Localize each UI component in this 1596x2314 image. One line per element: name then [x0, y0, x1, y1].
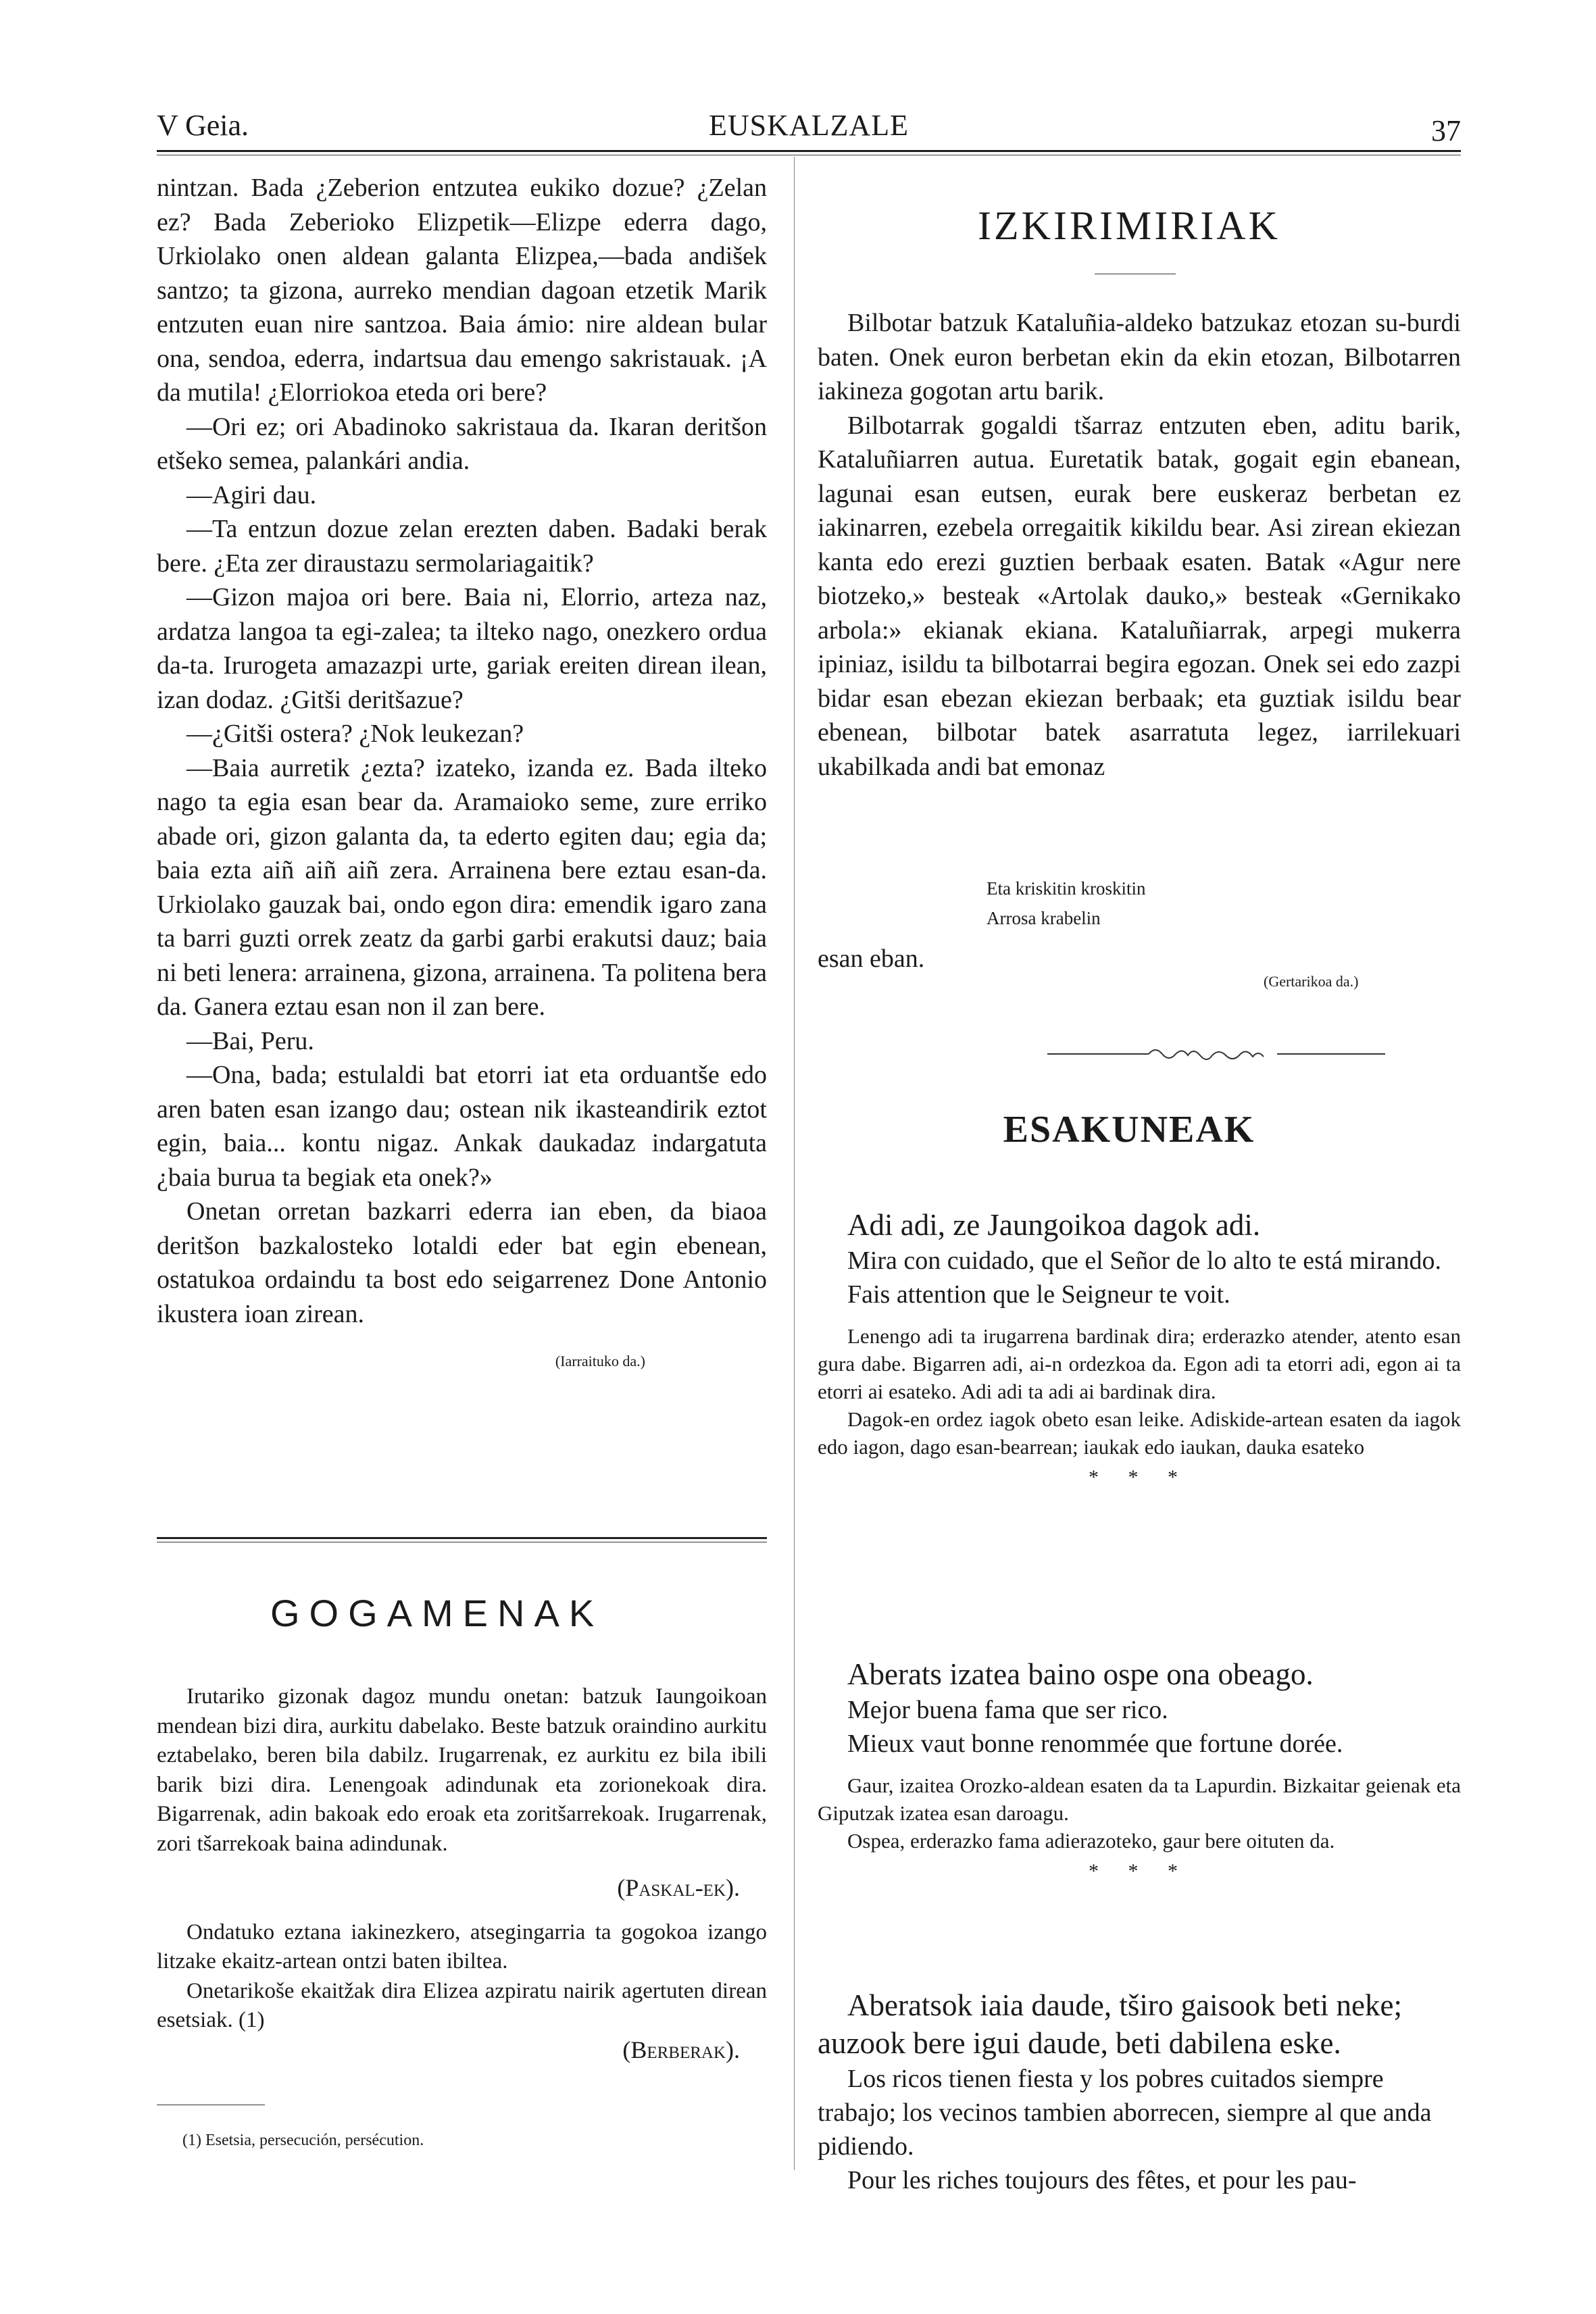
paragraph: —Bai, Peru. — [186, 1026, 314, 1055]
journal-title: EUSKALZALE — [709, 109, 909, 142]
left-column-story — [157, 171, 767, 1372]
closing-line: esan eban. — [818, 945, 925, 973]
header-rule — [157, 150, 1461, 152]
esakuneak-title: ESAKUNEAK — [1003, 1109, 1255, 1151]
paragraph: —Baia aurretik ¿ezta? izateko, izanda ez. Bada ilteko nago ta egia esan bear da. Aramaioko seme, zure erriko abade ori, gizon galanta da, ta ederto egiten dau; egia da; baia ezta aiñ aiñ aiñ zera. Arrainena bere eztau esan-da. Urkiolako gauzak bai, ondo egon dira: emendik igaro zana ta barri guzti orrek zeatz da garbi garbi erakutsi dauz; baia ni beti lenera: arrainena, gizona, arrainena. Ta politena bera da. Ganera eztau esan non il zan bere. — [157, 753, 767, 1021]
paragraph: —¿Gitši ostera? ¿Nok leukezan? — [186, 720, 524, 748]
paragraph: Onetarikoše ekaitžak dira Elizea azpiratu nairik agertuten direan esetsiak. (1) — [157, 1978, 767, 2032]
paragraph: —Gizon majoa ori bere. Baia ni, Elorrio, arteza naz, ardatza langoa ta egi-zalea; ta ilteko nago, onezkero ordua da-ta. Irurogeta amazazpi urte, gariak ereiten direan ilean, izan dodaz. ¿Gitši deritšazue? — [157, 583, 767, 714]
saying-french: Fais attention que le Seigneur te voit. — [847, 1280, 1230, 1309]
saying-note: Lenengo adi ta irugarrena bardinak dira; erderazko atender, atento esan gura dabe. Bigarren adi, ai-n ordezkoa da. Egon adi ta etorri adi, egon ai ta etorri ai esateko. Adi adi ta adi ai bardinak dira. — [818, 1324, 1461, 1403]
saying-spanish: Mejor buena fama que ser rico. — [847, 1696, 1168, 1724]
paragraph: nintzan. Bada ¿Zeberion entzutea eukiko dozue? ¿Zelan ez? Bada Zeberioko Elizpetik—Elizpe ederra dago, Urkiolako onen aldean galanta Elizpea,—bada andišek santzo; ta gizona, aurreko mendian dagoan etzetik Marik entzuten euan nire santzoa. Baia ámio: nire aldean bular ona, sendoa, ederra, indartsua dau emengo sakristauak. ¡A da mutila! ¿Elorriokoa eteda ori bere? — [157, 174, 767, 407]
continuation-note: (Iarraituko da.) — [555, 1353, 645, 1369]
saying-1 — [818, 1206, 1461, 1489]
paragraph: Bilbotarrak gogaldi tšarraz entzuten eben, aditu barik, Kataluñiarren autua. Euretatik batak, gogait egin ebanean, lagunai esan eutsen, eurak bere euskeraz berbetan ez iakinarren, ezebela orregaitik kikildu bear. Asi zirean ekiezan kanta edo erezi guztien berbaak esaten. Batak «Agur nere biotzeko,» besteak «Artolak dauko,» besteak «Gernikako arbola:» ekianak ekiana. Kataluñiarrak, arpegi mukerra ipiniaz, isildu ta bilbotarrai begira egozan. Onek sei edo zazpi bidar esan ebezan ekiezan berbaak; eta guztiak isildu bear ebenean, bilbotar batek asarratuta legez, iarrilekuari ukabilkada andi bat emonaz — [818, 411, 1461, 781]
gogamenak-title: GOGAMENAK — [270, 1592, 604, 1634]
footnote: (1) Esetsia, persecución, persécution. — [182, 2132, 424, 2149]
paragraph: Irutariko gizonak dagoz mundu onetan: batzuk Iaungoikoan mendean bizi dira, aurkitu dabelako. Beste batzuk oraindino aurkitu eztabelako, beren bila dabilz. Irugarrenak, ez aurkitu ez bila ibili barik bizi dira. Lenengoak adindunak eta zorionekoak dira. Bigarrenak, adin bakoak edo eroak eta zoritšarrekoak. Irugarrenak, zori tšarrekoak baina adindunak. — [157, 1684, 767, 1856]
section-stars: * * * — [1089, 1466, 1190, 1488]
source-note: (Gertarikoa da.) — [1264, 973, 1359, 990]
running-header — [157, 108, 1461, 155]
gogamenak-body — [157, 1682, 767, 2065]
saying-note: Dagok-en ordez iagok obeto esan leike. Adiskide-artean esaten da iagok edo iagon, dago esan-bearrean; iaukak edo iaukan, dauka esateko — [818, 1407, 1461, 1459]
saying-basque: Adi adi, ze Jaungoikoa dagok adi. — [847, 1208, 1261, 1242]
saying-french: Mieux vaut bonne renommée que fortune dorée. — [847, 1730, 1343, 1758]
izkirimiriak-body — [818, 306, 1461, 784]
paragraph: —Ona, bada; estulaldi bat etorri iat eta orduantše edo aren baten esan izango dau; ostean nik ikasteandirik eztot egin, baia... kontu nigaz. Ankak daukadaz indargatuta ¿baia burua ta begiak eta onek?» — [157, 1061, 767, 1192]
saying-note: Ospea, erderazko fama adierazoteko, gaur bere oituten da. — [847, 1829, 1335, 1853]
saying-basque: Aberats izatea baino ospe ona obeago. — [847, 1657, 1314, 1691]
paragraph: —Ta entzun dozue zelan erezten daben. Badaki berak bere. ¿Eta zer diraustazu sermolariagaitik? — [157, 515, 767, 578]
saying-2 — [818, 1655, 1461, 1883]
paragraph: Bilbotar batzuk Kataluñia-aldeko batzukaz etozan su-burdi baten. Onek euron berbetan ekin da ekin etozan, Bilbotarren iakineza gogotan artu barik. — [818, 309, 1461, 405]
page-number: 37 — [1431, 114, 1461, 147]
izkirimiriak-title: IZKIRIMIRIAK — [978, 203, 1280, 248]
paragraph: Onetan orretan bazkarri ederra ian eben, da biaoa deritšon bazkalosteko lotaldi eder bat egin ebenean, ostatukoa ordaindu ta bost edo seigarrenez Done Antonio ikustera ioan zirean. — [157, 1197, 767, 1328]
song-verse — [987, 874, 1146, 933]
saying-french: Pour les riches toujours des fêtes, et pour les pau- — [847, 2166, 1357, 2194]
saying-spanish: Mira con cuidado, que el Señor de lo alto te está mirando. — [847, 1247, 1442, 1275]
saying-note: Gaur, izaitea Orozko-aldean esaten da ta Lapurdin. Bizkaitar geienak eta Giputzak izatea esan daroagu. — [818, 1774, 1461, 1825]
issue-number: V Geia. — [157, 109, 249, 142]
saying-3 — [818, 1986, 1461, 2197]
flourish-ornament — [1047, 1044, 1385, 1064]
saying-basque: Aberatsok iaia daude, tširo gaisook beti neke; auzook bere igui daude, beti dabilena eske. — [818, 1988, 1403, 2060]
paragraph: Ondatuko eztana iakinezkero, atsegingarria ta gogokoa izango litzake ekaitz-artean ontzi baten ibiltea. — [157, 1919, 767, 1973]
paragraph: —Ori ez; ori Abadinoko sakristaua da. Ikaran deritšon etšeko semea, palankári andia. — [157, 412, 767, 475]
column-divider — [794, 157, 795, 2170]
section-rule — [157, 1537, 767, 1539]
section-stars: * * * — [1089, 1860, 1190, 1882]
signature: (Berberak). — [622, 2036, 740, 2063]
saying-spanish: Los ricos tienen fiesta y los pobres cuitados siempre trabajo; los vecinos tambien aborrecen, siempre al que anda pidiendo. — [818, 2065, 1432, 2161]
paragraph: —Agiri dau. — [186, 480, 317, 509]
signature: (Paskal-ek). — [617, 1874, 740, 1901]
verse-line: Eta kriskitin kroskitin — [987, 878, 1146, 899]
verse-line: Arrosa krabelin — [987, 908, 1101, 928]
